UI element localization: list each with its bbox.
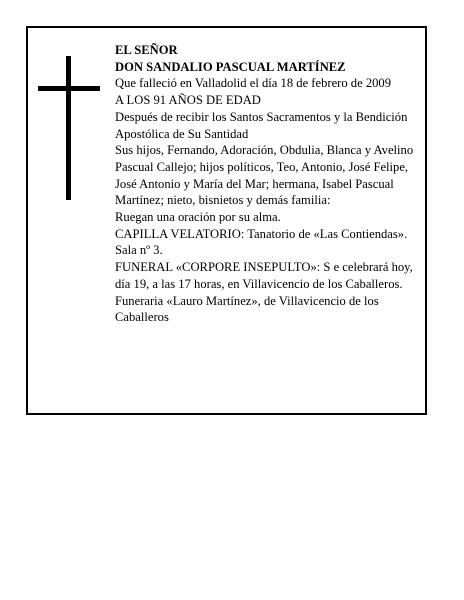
notice-heading-title: EL SEÑOR <box>115 43 178 57</box>
notice-sacraments: Después de recibir los Santos Sacramentos y la Bendición Apostólica de Su Santidad <box>115 109 408 141</box>
cross-icon <box>38 56 100 200</box>
notice-deceased-name: DON SANDALIO PASCUAL MARTÍNEZ <box>115 59 346 74</box>
notice-chapel: CAPILLA VELATORIO: Tanatorio de «Las Contiendas». Sala nº 3. <box>115 226 408 258</box>
notice-funeral-home: Funeraria «Lauro Martínez», de Villavicencio de los Caballeros <box>115 293 379 325</box>
notice-prayer: Ruegan una oración por su alma. <box>115 210 281 225</box>
cross-horizontal-bar <box>38 86 100 91</box>
notice-body <box>115 42 421 326</box>
notice-death-line: Que falleció en Valladolid el día 18 de febrero de 2009 <box>115 76 392 91</box>
notice-family: Sus hijos, Fernando, Adoración, Obdulia, Blanca y Avelino Pascual Callejo; hijos políticos, Teo, Antonio, José Felipe, José Antonio y María del Mar; hermana, Isabel Pascual Martínez; nieto, bisnietos y demás familia: <box>115 143 414 208</box>
notice-funeral: FUNERAL «CORPORE INSEPULTO»: S e celebrará hoy, día 19, a las 17 horas, en Villavicencio de los Caballeros. <box>115 260 413 291</box>
cross-vertical-bar <box>66 56 71 200</box>
obituary-notice <box>26 26 427 415</box>
notice-age-line: A LOS 91 AÑOS DE EDAD <box>115 93 261 108</box>
